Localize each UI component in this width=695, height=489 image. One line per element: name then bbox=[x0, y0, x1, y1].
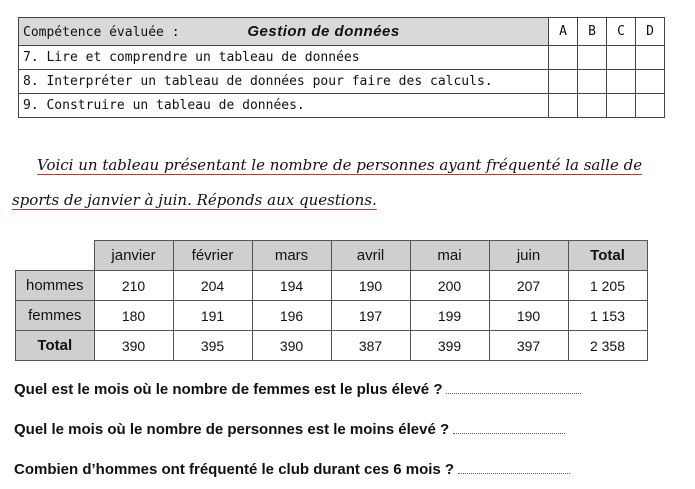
question-1 bbox=[14, 381, 581, 398]
grade-letter-d: D bbox=[636, 18, 665, 46]
question-2 bbox=[14, 421, 565, 438]
grade-letter-a: A bbox=[549, 18, 578, 46]
grade-box[interactable] bbox=[549, 46, 578, 70]
competence-item-row bbox=[19, 94, 665, 118]
row-header: Total bbox=[16, 331, 95, 361]
grade-letter-c: C bbox=[607, 18, 636, 46]
table-cell: 204 bbox=[173, 271, 252, 301]
table-cell: 191 bbox=[173, 301, 252, 331]
answer-line[interactable] bbox=[453, 421, 565, 434]
competence-item: 8. Interpréter un tableau de données pour faire des calculs. bbox=[19, 70, 549, 94]
competence-item: 7. Lire et comprendre un tableau de données bbox=[19, 46, 549, 70]
competence-title-cell bbox=[19, 18, 549, 46]
competence-grid bbox=[18, 17, 665, 118]
table-cell-total: 1 205 bbox=[568, 271, 647, 301]
grade-box[interactable] bbox=[578, 70, 607, 94]
table-cell: 390 bbox=[252, 331, 331, 361]
question-text: Combien d’hommes ont fréquenté le club durant ces 6 mois ? bbox=[14, 461, 455, 478]
grade-box[interactable] bbox=[607, 70, 636, 94]
question-text: Quel est le mois où le nombre de femmes est le plus élevé ? bbox=[14, 381, 443, 398]
column-header: mai bbox=[410, 241, 489, 271]
table-cell-total: 2 358 bbox=[568, 331, 647, 361]
table-cell: 210 bbox=[94, 271, 173, 301]
competence-theme: Gestion de données bbox=[247, 23, 400, 40]
table-header-row bbox=[16, 241, 648, 271]
table-cell: 397 bbox=[489, 331, 568, 361]
row-header: hommes bbox=[16, 271, 95, 301]
competence-label: Compétence évaluée : bbox=[23, 25, 180, 40]
column-header: janvier bbox=[94, 241, 173, 271]
question-3 bbox=[14, 461, 570, 478]
answer-line[interactable] bbox=[458, 461, 570, 474]
table-row bbox=[16, 301, 648, 331]
column-header: mars bbox=[252, 241, 331, 271]
grade-box[interactable] bbox=[636, 70, 665, 94]
table-corner bbox=[16, 241, 95, 271]
table-cell: 207 bbox=[489, 271, 568, 301]
table-row bbox=[16, 331, 648, 361]
table-row bbox=[16, 271, 648, 301]
column-header: avril bbox=[331, 241, 410, 271]
grade-box[interactable] bbox=[607, 46, 636, 70]
table-cell: 395 bbox=[173, 331, 252, 361]
answer-line[interactable] bbox=[446, 381, 581, 394]
table-cell: 197 bbox=[331, 301, 410, 331]
column-header: février bbox=[173, 241, 252, 271]
grade-box[interactable] bbox=[578, 46, 607, 70]
competence-item: 9. Construire un tableau de données. bbox=[19, 94, 549, 118]
table-cell: 199 bbox=[410, 301, 489, 331]
table-cell: 200 bbox=[410, 271, 489, 301]
grade-box[interactable] bbox=[636, 94, 665, 118]
grade-letter-b: B bbox=[578, 18, 607, 46]
grade-box[interactable] bbox=[636, 46, 665, 70]
competence-item-row bbox=[19, 70, 665, 94]
column-header: juin bbox=[489, 241, 568, 271]
table-cell: 390 bbox=[94, 331, 173, 361]
competence-item-row bbox=[19, 46, 665, 70]
table-cell-total: 1 153 bbox=[568, 301, 647, 331]
table-cell: 399 bbox=[410, 331, 489, 361]
table-cell: 194 bbox=[252, 271, 331, 301]
grade-box[interactable] bbox=[578, 94, 607, 118]
table-cell: 190 bbox=[489, 301, 568, 331]
table-cell: 180 bbox=[94, 301, 173, 331]
instruction-text: Voici un tableau présentant le nombre de personnes ayant fréquenté la salle de sports de janvier à juin. Réponds aux questions. bbox=[12, 156, 643, 209]
table-cell: 196 bbox=[252, 301, 331, 331]
competence-header-row bbox=[19, 18, 665, 46]
column-header-total: Total bbox=[568, 241, 647, 271]
grade-box[interactable] bbox=[549, 94, 578, 118]
grade-box[interactable] bbox=[607, 94, 636, 118]
grade-box[interactable] bbox=[549, 70, 578, 94]
row-header: femmes bbox=[16, 301, 95, 331]
table-cell: 190 bbox=[331, 271, 410, 301]
attendance-table bbox=[15, 240, 648, 361]
question-text: Quel le mois où le nombre de personnes est le moins élevé ? bbox=[14, 421, 450, 438]
table-cell: 387 bbox=[331, 331, 410, 361]
